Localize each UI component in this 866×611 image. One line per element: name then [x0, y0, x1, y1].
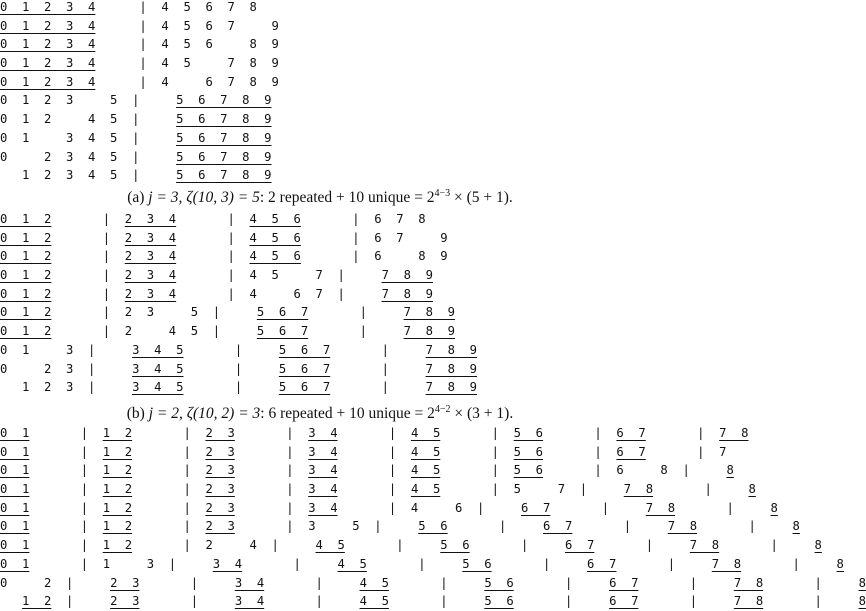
repeated-group: 3 4 — [308, 500, 338, 515]
subset-row — [0, 247, 477, 266]
unique-group: | — [29, 482, 103, 497]
repeated-group: 2 3 4 — [124, 212, 177, 226]
subset-row — [0, 17, 279, 36]
repeated-group: 5 6 — [462, 556, 492, 571]
repeated-group: 0 1 — [0, 556, 30, 571]
repeated-group: 7 8 — [733, 594, 764, 609]
repeated-group: 4 5 6 — [249, 230, 301, 245]
repeated-group: 8 — [814, 538, 822, 553]
repeated-group: 3 4 5 — [132, 380, 184, 395]
repeated-group: 5 6 7 — [278, 342, 331, 357]
repeated-group: 5 6 — [440, 538, 470, 553]
unique-group: | — [447, 519, 544, 534]
unique-group: | — [234, 426, 309, 440]
repeated-group: 3 4 5 — [132, 342, 184, 357]
repeated-group: 7 8 — [711, 556, 742, 571]
unique-group: | — [29, 538, 103, 553]
repeated-group: 5 6 7 — [278, 380, 331, 395]
repeated-group: 7 8 — [689, 538, 720, 553]
repeated-group: 0 1 — [0, 519, 30, 534]
unique-group: | 4 5 7 | — [176, 268, 382, 283]
repeated-group: 0 1 2 3 4 — [0, 37, 96, 52]
subset-row — [0, 0, 279, 17]
unique-group: | — [741, 556, 837, 571]
repeated-group: 6 7 — [616, 426, 646, 440]
caption-b-math: j = 2, ζ(10, 2) = 3 — [148, 405, 261, 423]
unique-group: | 6 7 9 — [300, 230, 448, 245]
repeated-group: 0 1 — [0, 538, 30, 553]
repeated-group: 2 3 — [110, 594, 140, 609]
repeated-group: 0 1 — [0, 463, 30, 478]
repeated-group: 3 4 — [308, 426, 338, 440]
caption-a-exponent: 4−3 — [434, 188, 451, 199]
unique-group: | — [550, 500, 646, 515]
repeated-group: 3 4 — [308, 482, 338, 497]
unique-group: | — [513, 575, 610, 590]
subset-row — [0, 378, 477, 397]
unique-group: | — [513, 594, 610, 609]
subset-row — [0, 148, 279, 167]
repeated-group: 1 2 — [102, 500, 133, 515]
unique-group: | 5 7 | — [440, 482, 624, 497]
repeated-group: 1 2 — [22, 594, 52, 609]
subset-row — [0, 499, 866, 518]
unique-group: 0 2 3 4 5 | — [0, 149, 177, 164]
repeated-group: 1 2 — [102, 426, 133, 440]
repeated-group: 7 8 — [623, 482, 654, 497]
repeated-group: 1 2 — [102, 519, 133, 534]
repeated-group: 7 8 9 — [425, 342, 477, 357]
unique-group: | — [176, 249, 250, 264]
subset-row — [0, 461, 866, 480]
subset-row — [0, 480, 866, 499]
repeated-group: 0 1 — [0, 426, 30, 440]
unique-group: | — [183, 361, 279, 376]
subset-row — [0, 555, 866, 574]
unique-group: | 4 5 6 8 9 — [95, 37, 279, 52]
unique-group: | 6 8 9 — [300, 249, 448, 264]
unique-group: | — [337, 444, 411, 459]
repeated-group: 0 1 2 — [0, 286, 52, 301]
repeated-group: 0 1 2 — [0, 324, 52, 339]
unique-group: | 2 4 5 | — [51, 324, 257, 339]
unique-group: 1 2 3 4 5 | — [0, 168, 177, 183]
repeated-group: 0 1 2 — [0, 268, 52, 283]
unique-group: | 7 — [645, 444, 727, 459]
repeated-group: 5 6 7 8 9 — [176, 130, 272, 145]
unique-group: | — [543, 426, 617, 440]
unique-group: | — [330, 361, 426, 376]
unique-group: | — [132, 500, 206, 515]
repeated-group: 2 3 — [205, 482, 235, 497]
unique-group: | — [763, 575, 859, 590]
subset-row — [0, 322, 477, 341]
repeated-group: 2 3 — [205, 426, 235, 440]
unique-group: 0 1 3 | — [0, 342, 133, 357]
repeated-group: 8 — [770, 500, 778, 515]
caption-a-tail: × (5 + 1). — [450, 189, 513, 207]
unique-group: | — [51, 594, 111, 609]
repeated-group: 4 5 — [410, 482, 441, 497]
unique-group: | — [344, 538, 441, 553]
repeated-group: 2 3 4 — [124, 286, 177, 301]
unique-group: | — [132, 482, 206, 497]
repeated-group: 0 1 2 — [0, 305, 52, 320]
repeated-group: 5 6 7 8 9 — [176, 93, 272, 108]
repeated-group: 3 4 — [308, 463, 338, 478]
repeated-group: 0 1 2 3 4 — [0, 0, 96, 14]
subset-row — [0, 285, 477, 304]
subset-row — [0, 54, 279, 73]
caption-b-text: : 6 repeated + 10 unique = 2 — [260, 405, 435, 423]
repeated-group: 2 3 4 — [124, 230, 177, 245]
repeated-group: 6 7 — [565, 538, 595, 553]
subset-row — [0, 35, 279, 54]
repeated-group: 6 7 — [543, 519, 573, 534]
repeated-group: 3 4 — [212, 556, 243, 571]
subset-row — [0, 229, 477, 248]
caption-a-label: (a) — [127, 189, 149, 207]
repeated-group: 7 8 — [667, 519, 698, 534]
subset-row — [0, 424, 866, 443]
unique-group: | — [337, 463, 411, 478]
unique-group: | 6 7 8 — [300, 212, 426, 226]
repeated-group: 5 6 — [484, 575, 514, 590]
unique-group: | — [675, 500, 771, 515]
unique-group: | — [29, 519, 103, 534]
unique-group: 0 2 3 | — [0, 361, 133, 376]
caption-b-tail: × (3 + 1). — [450, 405, 514, 423]
repeated-group: 4 5 — [410, 426, 441, 440]
unique-group: | — [51, 249, 125, 264]
unique-group: | — [132, 444, 206, 459]
repeated-group: 2 3 — [110, 575, 140, 590]
repeated-group: 0 1 — [0, 482, 30, 497]
unique-group: | — [132, 463, 206, 478]
repeated-group: 7 8 9 — [403, 305, 455, 320]
repeated-group: 0 1 2 3 4 — [0, 74, 96, 89]
unique-group: | — [572, 519, 668, 534]
repeated-group: 6 7 — [521, 500, 551, 515]
unique-group: | — [139, 594, 235, 609]
unique-group: | — [491, 556, 588, 571]
unique-group: | — [29, 444, 103, 459]
repeated-group: 7 8 9 — [381, 268, 433, 283]
subset-row — [0, 210, 477, 229]
unique-group: | — [29, 463, 103, 478]
unique-group: | — [388, 594, 485, 609]
unique-group: | — [337, 482, 411, 497]
repeated-group: 3 4 — [234, 594, 265, 609]
figure-c-block — [0, 424, 866, 611]
repeated-group: 1 2 — [102, 444, 133, 459]
repeated-group: 5 6 — [513, 444, 544, 459]
repeated-group: 4 5 6 — [249, 249, 301, 264]
repeated-group: 4 5 — [337, 556, 367, 571]
repeated-group: 8 — [858, 575, 866, 590]
unique-group: | 4 6 7 | — [176, 286, 382, 301]
repeated-group: 7 8 — [719, 426, 749, 440]
subset-row — [0, 443, 866, 462]
subset-row — [0, 517, 866, 536]
subset-row — [0, 574, 866, 593]
repeated-group: 4 5 — [410, 463, 441, 478]
unique-group: | — [51, 212, 125, 226]
subset-row — [0, 341, 477, 360]
unique-group: 0 1 2 4 5 | — [0, 112, 177, 127]
unique-group: 0 1 2 3 5 | — [0, 93, 177, 108]
unique-group: | — [366, 556, 463, 571]
repeated-group: 3 4 5 — [132, 361, 184, 376]
repeated-group: 2 3 — [205, 444, 235, 459]
unique-group: | — [234, 482, 309, 497]
subset-row — [0, 91, 279, 110]
unique-group: | — [234, 500, 309, 515]
repeated-group: 5 6 7 — [278, 361, 331, 376]
unique-group: | — [308, 324, 404, 339]
unique-group: | 2 3 5 | — [51, 305, 257, 320]
repeated-group: 0 1 — [0, 500, 30, 515]
unique-group: | — [176, 230, 250, 245]
unique-group: | 3 5 | — [234, 519, 419, 534]
subset-row — [0, 303, 477, 322]
repeated-group: 2 3 4 — [124, 268, 177, 283]
unique-group — [0, 594, 22, 608]
repeated-group: 5 6 — [513, 463, 544, 478]
unique-group: | — [594, 538, 690, 553]
unique-group: | 2 4 | — [132, 538, 316, 553]
unique-group: | — [29, 426, 103, 440]
unique-group: | 4 6 | — [337, 500, 521, 515]
unique-group: 0 2 | — [0, 575, 111, 590]
unique-group: | — [264, 594, 360, 609]
unique-group: | — [440, 444, 514, 459]
unique-group: | — [51, 230, 125, 245]
caption-b-label: (b) — [126, 405, 149, 423]
unique-group: | 4 5 6 7 8 — [95, 0, 257, 14]
unique-group: | — [330, 342, 426, 357]
repeated-group: 0 1 — [0, 444, 30, 459]
repeated-group: 5 6 — [484, 594, 514, 609]
unique-group: | — [308, 305, 404, 320]
repeated-group: 4 5 — [315, 538, 345, 553]
unique-group: | — [29, 500, 103, 515]
unique-group: | — [337, 426, 411, 440]
unique-group: | — [264, 575, 360, 590]
repeated-group: 8 — [858, 594, 866, 609]
repeated-group: 7 8 9 — [425, 361, 477, 376]
unique-group: | — [183, 342, 279, 357]
repeated-group: 7 8 — [645, 500, 676, 515]
repeated-group: 0 1 2 — [0, 249, 52, 264]
repeated-group: 8 — [726, 463, 734, 478]
subset-row — [0, 592, 866, 611]
repeated-group: 4 5 — [359, 575, 389, 590]
unique-group: | 1 3 | — [29, 556, 213, 571]
repeated-group: 3 4 — [234, 575, 265, 590]
caption-b — [0, 404, 640, 423]
subset-row — [0, 266, 477, 285]
repeated-group: 0 1 2 3 4 — [0, 18, 96, 33]
repeated-group: 0 1 2 3 4 — [0, 56, 96, 71]
caption-a-text: : 2 repeated + 10 unique = 2 — [259, 189, 435, 207]
repeated-group: 8 — [792, 519, 800, 534]
repeated-group: 2 3 4 — [124, 249, 177, 264]
repeated-group: 4 5 — [410, 444, 441, 459]
repeated-group: 6 7 — [587, 556, 617, 571]
repeated-group: 1 2 — [102, 463, 133, 478]
repeated-group: 5 6 7 8 9 — [176, 112, 272, 127]
unique-group: | — [183, 380, 279, 395]
subset-row — [0, 360, 477, 379]
subset-row — [0, 166, 279, 185]
unique-group: | — [234, 444, 309, 459]
subset-row — [0, 129, 279, 148]
unique-group: | — [51, 268, 125, 283]
repeated-group: 5 6 7 — [256, 305, 309, 320]
unique-group: | — [616, 556, 712, 571]
unique-group: | — [132, 426, 206, 440]
unique-group: | — [242, 556, 338, 571]
unique-group: | — [440, 463, 514, 478]
subset-row — [0, 536, 866, 555]
caption-a — [0, 188, 640, 207]
repeated-group: 7 8 9 — [425, 380, 477, 395]
subset-row — [0, 110, 279, 129]
repeated-group: 6 7 — [609, 594, 639, 609]
unique-group: | — [719, 538, 815, 553]
unique-group: | — [763, 594, 859, 609]
unique-group: | — [176, 212, 250, 226]
repeated-group: 5 6 — [418, 519, 448, 534]
caption-a-math: j = 3, ζ(10, 3) = 5 — [148, 189, 260, 207]
figure-a-block — [0, 0, 279, 185]
repeated-group: 0 1 2 — [0, 212, 52, 226]
unique-group: | — [388, 575, 485, 590]
unique-group: | — [653, 482, 749, 497]
repeated-group: 7 8 9 — [381, 286, 433, 301]
repeated-group: 2 3 — [205, 519, 235, 534]
caption-b-exponent: 4−2 — [434, 404, 451, 415]
repeated-group: 5 6 — [513, 426, 544, 440]
unique-group: | — [638, 575, 734, 590]
unique-group: | — [51, 286, 125, 301]
figure-b-block — [0, 210, 477, 397]
unique-group: | — [440, 426, 514, 440]
repeated-group: 2 3 — [205, 500, 235, 515]
repeated-group: 6 7 — [616, 444, 646, 459]
unique-group: | — [638, 594, 734, 609]
repeated-group: 6 7 — [609, 575, 639, 590]
unique-group: | — [330, 380, 426, 395]
repeated-group: 7 8 — [733, 575, 764, 590]
unique-group: | — [139, 575, 235, 590]
repeated-group: 5 6 7 8 9 — [176, 168, 272, 183]
unique-group: | — [543, 444, 617, 459]
unique-group: | 6 8 | — [543, 463, 727, 478]
repeated-group: 8 — [748, 482, 756, 497]
repeated-group: 8 — [836, 556, 844, 571]
repeated-group: 2 3 — [205, 463, 235, 478]
unique-group: | — [469, 538, 566, 553]
repeated-group: 4 5 6 — [249, 212, 301, 226]
unique-group: 1 2 3 | — [0, 380, 133, 395]
repeated-group: 5 6 7 — [256, 324, 309, 339]
unique-group: | — [697, 519, 793, 534]
repeated-group: 0 1 2 — [0, 230, 52, 245]
unique-group: | 4 6 7 8 9 — [95, 74, 279, 89]
unique-group: | — [132, 519, 206, 534]
repeated-group: 4 5 — [359, 594, 389, 609]
unique-group: | 4 5 6 7 9 — [95, 18, 279, 33]
unique-group: | — [234, 463, 309, 478]
unique-group: | — [645, 426, 720, 440]
repeated-group: 7 8 9 — [403, 324, 455, 339]
repeated-group: 1 2 — [102, 538, 133, 553]
subset-row — [0, 73, 279, 92]
repeated-group: 5 6 7 8 9 — [176, 149, 272, 164]
unique-group: 0 1 3 4 5 | — [0, 130, 177, 145]
unique-group: | 4 5 7 8 9 — [95, 56, 279, 71]
repeated-group: 3 4 — [308, 444, 338, 459]
repeated-group: 1 2 — [102, 482, 133, 497]
